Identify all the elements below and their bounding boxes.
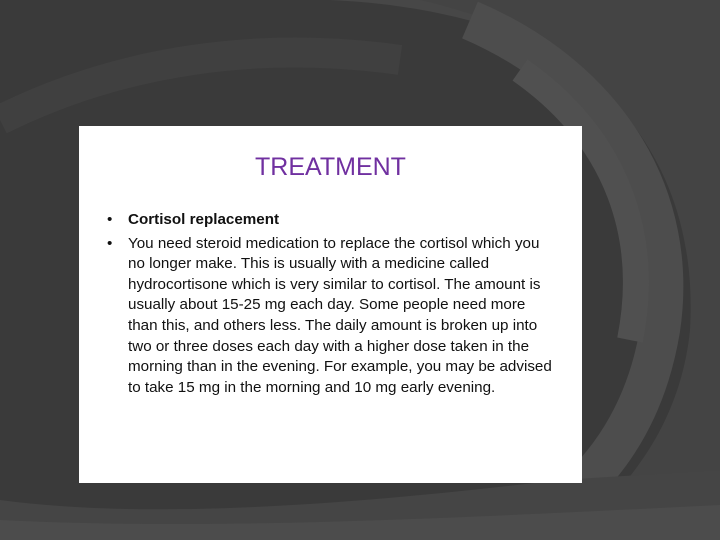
list-item <box>105 210 557 231</box>
slide-title: TREATMENT <box>255 153 406 181</box>
slide-content-card <box>79 126 582 483</box>
bullet-icon: • <box>107 234 113 252</box>
bullet-text-heading: Cortisol replacement <box>128 211 280 228</box>
bullet-text-body: You need steroid medication to replace the cortisol which you no longer make. This is usually with a medicine called hydrocortisone which is very similar to cortisol. The amount is usually about 15-25 mg each day. Some people need more than this, and others less. The daily amount is broken up into two or three doses each day with a higher dose taken in the morning than in the evening. For example, you may be advised to take 15 mg in the morning and 10 mg early evening. <box>128 234 552 396</box>
list-item <box>105 234 557 399</box>
bullet-list <box>105 210 557 401</box>
bullet-icon: • <box>107 211 113 228</box>
